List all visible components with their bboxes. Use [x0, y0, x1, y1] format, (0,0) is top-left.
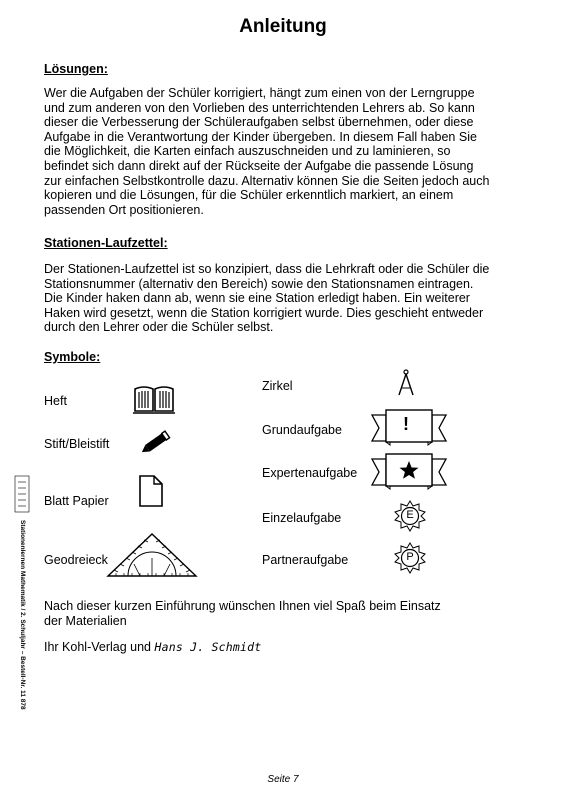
imprint-text: Stationenlernen Mathematik / 2. Schuljahr – Bestell-Nr. 11 878 [19, 520, 26, 710]
text-line: befindet sich dann direkt auf der Rückseite der Aufgabe die passende Lösung [44, 158, 474, 173]
symbol-label-partneraufgabe: Partneraufgabe [262, 553, 349, 567]
symbol-label-zirkel: Zirkel [262, 379, 293, 393]
symbol-label-grundaufgabe: Grundaufgabe [262, 423, 342, 437]
section-heading-symbole: Symbole: [44, 350, 101, 364]
compass-icon [396, 368, 416, 398]
text-line: passenden Ort positionieren. [44, 202, 204, 217]
exclamation-banner-icon [370, 407, 448, 447]
sun-p-badge-icon [394, 542, 426, 574]
closing-paragraph [44, 599, 522, 628]
page-number: Seite 7 [267, 774, 299, 785]
text-line: Der Stationen-Laufzettel ist so konzipiert, dass die Lehrkraft oder die Schüler die [44, 262, 490, 276]
text-line: zur einfachen Selbstkontrolle dazu. Alternativ können Sie die Seiten jedoch auch [44, 173, 490, 188]
star-banner-icon [370, 451, 448, 491]
badge-letter-e: E [406, 509, 414, 521]
handwritten-signature: Hans J. Schmidt [154, 640, 262, 654]
text-line: Aufgabe in die Verantwortung der Kinder übergeben. In diesem Fall haben Sie [44, 129, 477, 144]
publisher-logo-icon [14, 474, 30, 514]
paper-sheet-icon [138, 474, 164, 508]
set-square-icon [106, 532, 198, 578]
text-line: Nach dieser kurzen Einführung wünschen Ihnen viel Spaß beim Einsatz [44, 599, 441, 613]
text-line: Haken wird gesetzt, wenn die Station korrigiert wurde. Dies geschieht entweder [44, 305, 484, 320]
badge-letter-p: P [406, 551, 414, 563]
exclamation-mark: ! [403, 414, 409, 434]
text-line: durch den Lehrer oder die Schüler selbst. [44, 320, 274, 335]
symbol-label-einzelaufgabe: Einzelaufgabe [262, 511, 342, 525]
page-title: Anleitung [239, 16, 327, 37]
symbol-label-expertenaufgabe: Expertenaufgabe [262, 466, 358, 480]
sign-prefix: Ihr Kohl-Verlag und [44, 640, 152, 654]
section-heading-loesungen: Lösungen: [44, 62, 108, 76]
text-line: und zum anderen von den Vorlieben des unterrichtenden Lehrers ab. So kann [44, 100, 475, 115]
section-heading-laufzettel: Stationen-Laufzettel: [44, 236, 168, 250]
text-line: kopieren und die Lösungen, für die Schüler erkenntlich markiert, an einem [44, 188, 454, 203]
symbol-label-blatt: Blatt Papier [44, 494, 109, 508]
symbol-label-heft: Heft [44, 394, 67, 408]
closing-signature-line [44, 640, 261, 654]
paragraph-laufzettel [44, 262, 522, 335]
pencil-icon [138, 429, 172, 457]
text-line: Die Kinder haken dann ab, wenn sie eine Station erledigt haben. Ein weiterer [44, 291, 470, 306]
text-line: Wer die Aufgaben der Schüler korrigiert, hängt zum einen von der Lerngruppe [44, 86, 475, 100]
text-line: die Möglichkeit, die Karten einfach auszuschneiden und zu laminieren, so [44, 144, 451, 159]
symbol-label-stift: Stift/Bleistift [44, 437, 110, 451]
text-line: der Materialien [44, 613, 127, 628]
text-line: Stationsnummer (alternativ den Bereich) sowie den Stationsnamen eintragen. [44, 276, 474, 291]
paragraph-loesungen [44, 86, 522, 217]
sun-e-badge-icon [394, 500, 426, 532]
book-icon [132, 384, 176, 416]
symbol-label-geodreieck: Geodreieck [44, 553, 108, 567]
text-line: dieser die Verbesserung der Schüleraufgaben selbst übernehmen, oder diese [44, 115, 474, 130]
vertical-imprint [14, 520, 28, 740]
